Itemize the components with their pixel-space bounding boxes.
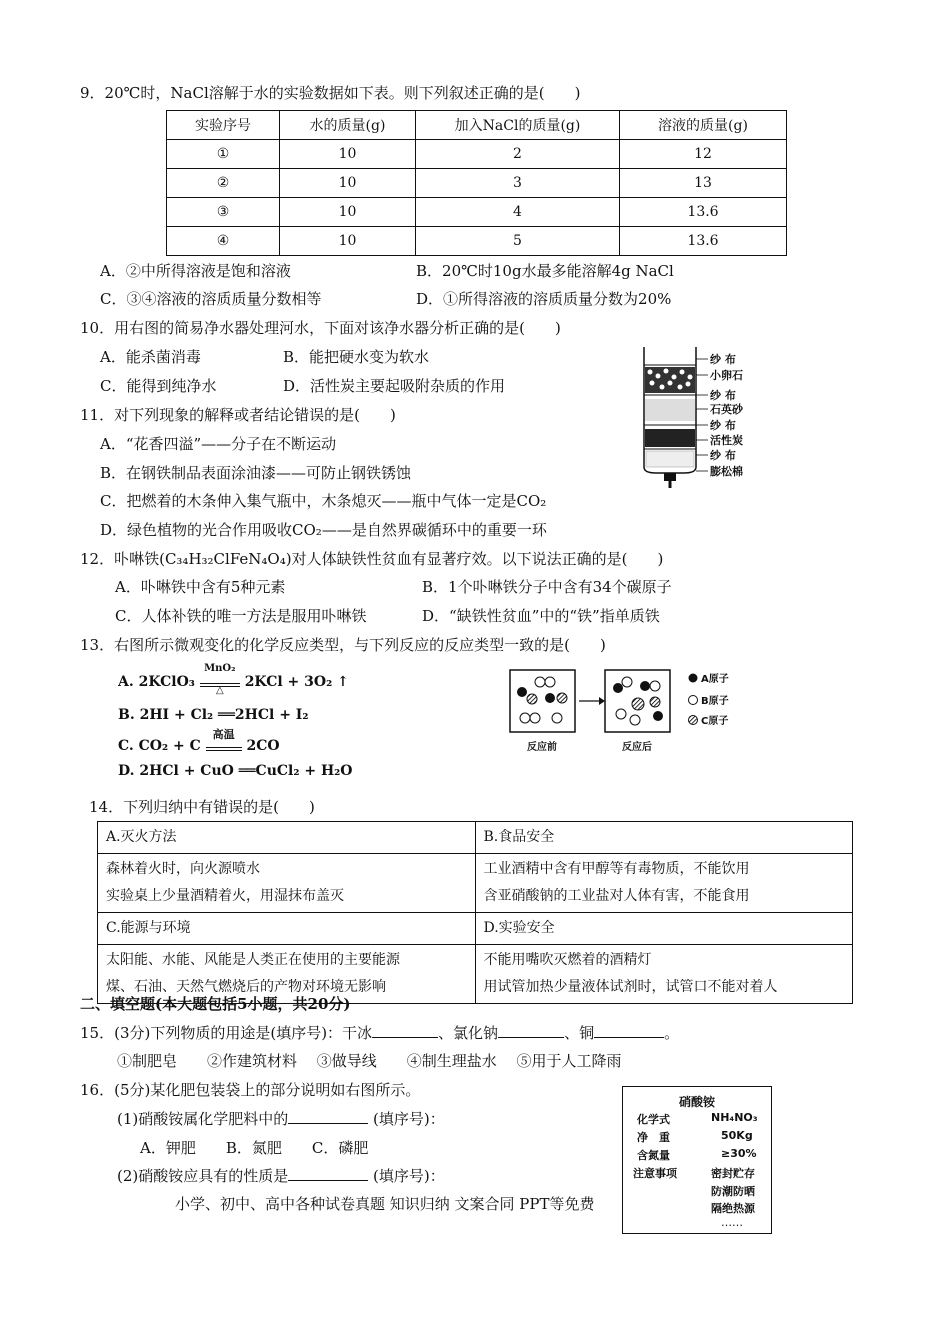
card-key: 含氮量 <box>637 1149 670 1162</box>
q12-option-c: C．人体补铁的唯一方法是服用卟啉铁 <box>115 607 367 625</box>
table-cell: B.食品安全 <box>475 822 853 854</box>
q16-part2 <box>117 1165 445 1186</box>
q10-option-c: C．能得到纯净水 <box>100 377 217 395</box>
table-cell: C.能源与环境 <box>98 913 476 945</box>
table-cell: D.实验安全 <box>475 913 853 945</box>
q16-part1-text: (1)硝酸铵属化学肥料中的 <box>117 1110 289 1128</box>
card-key: 化学式 <box>637 1113 670 1126</box>
q11-option-c: C．把燃着的木条伸入集气瓶中，木条熄灭——瓶中气体一定是CO₂ <box>100 492 547 510</box>
q16-part1-options: A．钾肥 B．氮肥 C．磷肥 <box>140 1139 369 1157</box>
filter-label: 纱 布 <box>710 389 736 402</box>
table-row <box>98 822 853 854</box>
table-header: 溶液的质量(g) <box>620 111 787 140</box>
q11-option-a: A．“花香四溢”——分子在不断运动 <box>100 435 337 453</box>
filter-label: 纱 布 <box>710 419 736 432</box>
q12-option-a: A．卟啉铁中含有5种元素 <box>115 578 286 596</box>
table-row <box>98 913 853 945</box>
table-cell: ④ <box>167 227 280 256</box>
legend-c-atom: C原子 <box>701 716 729 727</box>
card-value: 50Kg <box>721 1129 753 1142</box>
table-cell: 12 <box>620 140 787 169</box>
card-value: NH₄NO₃ <box>711 1111 758 1124</box>
table-cell: 3 <box>416 169 620 198</box>
eq-c-right: 2CO <box>246 738 280 754</box>
reaction-diagram <box>505 668 755 758</box>
table-cell: 13.6 <box>620 227 787 256</box>
label-before: 反应前 <box>527 742 557 753</box>
card-value: ≥30% <box>721 1147 757 1160</box>
table-cell: 森林着火时，向火源喷水 实验桌上少量酒精着火，用湿抹布盖灭 <box>98 854 476 913</box>
q16-stem: 16．(5分)某化肥包装袋上的部分说明如右图所示。 <box>80 1081 421 1099</box>
card-value: 密封贮存 <box>711 1167 755 1180</box>
card-key: 净 重 <box>637 1131 670 1144</box>
q13-eq-a <box>118 663 349 696</box>
q9-data-table <box>166 110 787 256</box>
q16-part2-end: (填序号)： <box>373 1167 445 1185</box>
q10-stem: 10．用右图的简易净水器处理河水，下面对该净水器分析正确的是( ) <box>80 319 561 337</box>
q13-stem: 13．右图所示微观变化的化学反应类型，与下列反应的反应类型一致的是( ) <box>80 636 606 654</box>
card-title: 硝酸铵 <box>679 1095 716 1109</box>
q11-stem: 11．对下列现象的解释或者结论错误的是( ) <box>80 406 396 424</box>
table-cell: ① <box>167 140 280 169</box>
answer-blank[interactable] <box>498 1023 564 1038</box>
legend-b-atom: B原子 <box>701 696 729 707</box>
filter-label: 纱 布 <box>710 449 736 462</box>
table-cell: 2 <box>416 140 620 169</box>
table-cell: 4 <box>416 198 620 227</box>
table-row <box>167 140 787 169</box>
table-cell: ② <box>167 169 280 198</box>
q16-part1-end: (填序号)： <box>373 1110 445 1128</box>
q10-option-b: B．能把硬水变为软水 <box>283 348 430 366</box>
q9-option-a: A．②中所得溶液是饱和溶液 <box>100 262 291 280</box>
q16-part1 <box>117 1108 445 1129</box>
q15-sep: 、铜 <box>564 1024 595 1042</box>
q9-option-d: D．①所得溶液的溶质质量分数为20% <box>416 290 672 308</box>
water-filter-diagram <box>636 345 766 490</box>
eq-c-condition: 高温 <box>212 728 235 741</box>
q13-eq-b: B. 2HI + Cl₂ ══2HCl + I₂ <box>118 707 309 723</box>
q11-option-d: D．绿色植物的光合作用吸收CO₂——是自然界碳循环中的重要一环 <box>100 521 547 539</box>
eq-a-heat: △ <box>215 685 224 696</box>
q9-option-c: C．③④溶液的溶质质量分数相等 <box>100 290 322 308</box>
label-after: 反应后 <box>622 742 652 753</box>
q16-part2-text: (2)硝酸铵应具有的性质是 <box>117 1167 289 1185</box>
eq-a-catalyst: MnO₂ <box>204 663 236 674</box>
eq-a-right: 2KCl + 3O₂ ↑ <box>244 674 349 690</box>
q13-eq-c <box>118 728 280 754</box>
section-title: 二、填空题(本大题包括5小题，共20分) <box>80 995 351 1013</box>
q15-end: 。 <box>664 1024 680 1042</box>
answer-blank[interactable] <box>288 1109 368 1124</box>
q13-eq-d: D. 2HCl + CuO ══CuCl₂ + H₂O <box>118 763 353 779</box>
table-row <box>167 169 787 198</box>
table-cell: 13.6 <box>620 198 787 227</box>
table-cell: 10 <box>280 198 416 227</box>
q15-stem <box>80 1022 679 1043</box>
table-header: 实验序号 <box>167 111 280 140</box>
table-cell: A.灭火方法 <box>98 822 476 854</box>
table-row <box>98 854 853 913</box>
card-value: 隔绝热源 <box>711 1202 755 1215</box>
filter-label: 膨松棉 <box>710 465 743 478</box>
table-cell: 10 <box>280 227 416 256</box>
answer-blank[interactable] <box>288 1166 368 1181</box>
q14-table <box>97 821 853 1004</box>
table-cell: 太阳能、水能、风能是人类正在使用的主要能源 煤、石油、天然气燃烧后的产物对环境无影响 <box>98 945 476 1004</box>
q10-option-a: A．能杀菌消毒 <box>100 348 201 366</box>
filter-label: 纱 布 <box>710 353 736 366</box>
q15-sep: 、氯化钠 <box>438 1024 499 1042</box>
q10-option-d: D．活性炭主要起吸附杂质的作用 <box>283 377 506 395</box>
answer-blank[interactable] <box>594 1023 664 1038</box>
table-cell: 10 <box>280 169 416 198</box>
q11-option-b: B．在钢铁制品表面涂油漆——可防止钢铁锈蚀 <box>100 464 412 482</box>
q9-option-b: B．20℃时10g水最多能溶解4g NaCl <box>416 262 674 280</box>
footer-note: 小学、初中、高中各种试卷真题 知识归纳 文案合同 PPT等免费 <box>175 1195 595 1213</box>
filter-label: 小卵石 <box>710 369 743 382</box>
q12-stem: 12．卟啉铁(C₃₄H₃₂ClFeN₄O₄)对人体缺铁性贫血有显著疗效。以下说法正确的是( ) <box>80 550 664 568</box>
card-key: 注意事项 <box>633 1167 677 1180</box>
table-cell: 13 <box>620 169 787 198</box>
table-cell: 10 <box>280 140 416 169</box>
q12-option-d: D．“缺铁性贫血”中的“铁”指单质铁 <box>422 607 660 625</box>
table-header: 水的质量(g) <box>280 111 416 140</box>
eq-a-left: A. 2KClO₃ <box>118 674 195 690</box>
answer-blank[interactable] <box>372 1023 438 1038</box>
table-cell: 工业酒精中含有甲醇等有毒物质，不能饮用 含亚硝酸钠的工业盐对人体有害，不能食用 <box>475 854 853 913</box>
filter-label: 活性炭 <box>710 434 743 447</box>
table-row <box>167 227 787 256</box>
table-cell: 5 <box>416 227 620 256</box>
card-ellipsis: …… <box>721 1216 743 1229</box>
q15-options: ①制肥皂 ②作建筑材料 ③做导线 ④制生理盐水 ⑤用于人工降雨 <box>117 1052 622 1070</box>
table-row <box>167 198 787 227</box>
filter-label: 石英砂 <box>710 403 743 416</box>
legend-a-atom: A原子 <box>701 674 729 685</box>
fertilizer-label-card <box>622 1086 772 1234</box>
table-header: 加入NaCl的质量(g) <box>416 111 620 140</box>
table-header-row <box>167 111 787 140</box>
q12-option-b: B．1个卟啉铁分子中含有34个碳原子 <box>422 578 672 596</box>
table-cell: 不能用嘴吹灭燃着的酒精灯 用试管加热少量液体试剂时，试管口不能对着人 <box>475 945 853 1004</box>
q15-stem-text: 15．(3分)下列物质的用途是(填序号)：干冰 <box>80 1024 373 1042</box>
table-cell: ③ <box>167 198 280 227</box>
q9-stem: 9．20℃时，NaCl溶解于水的实验数据如下表。则下列叙述正确的是( ) <box>80 84 581 102</box>
eq-c-left: C. CO₂ + C <box>118 738 201 754</box>
card-value: 防潮防晒 <box>711 1185 755 1198</box>
q14-stem: 14．下列归纳中有错误的是( ) <box>89 798 315 816</box>
